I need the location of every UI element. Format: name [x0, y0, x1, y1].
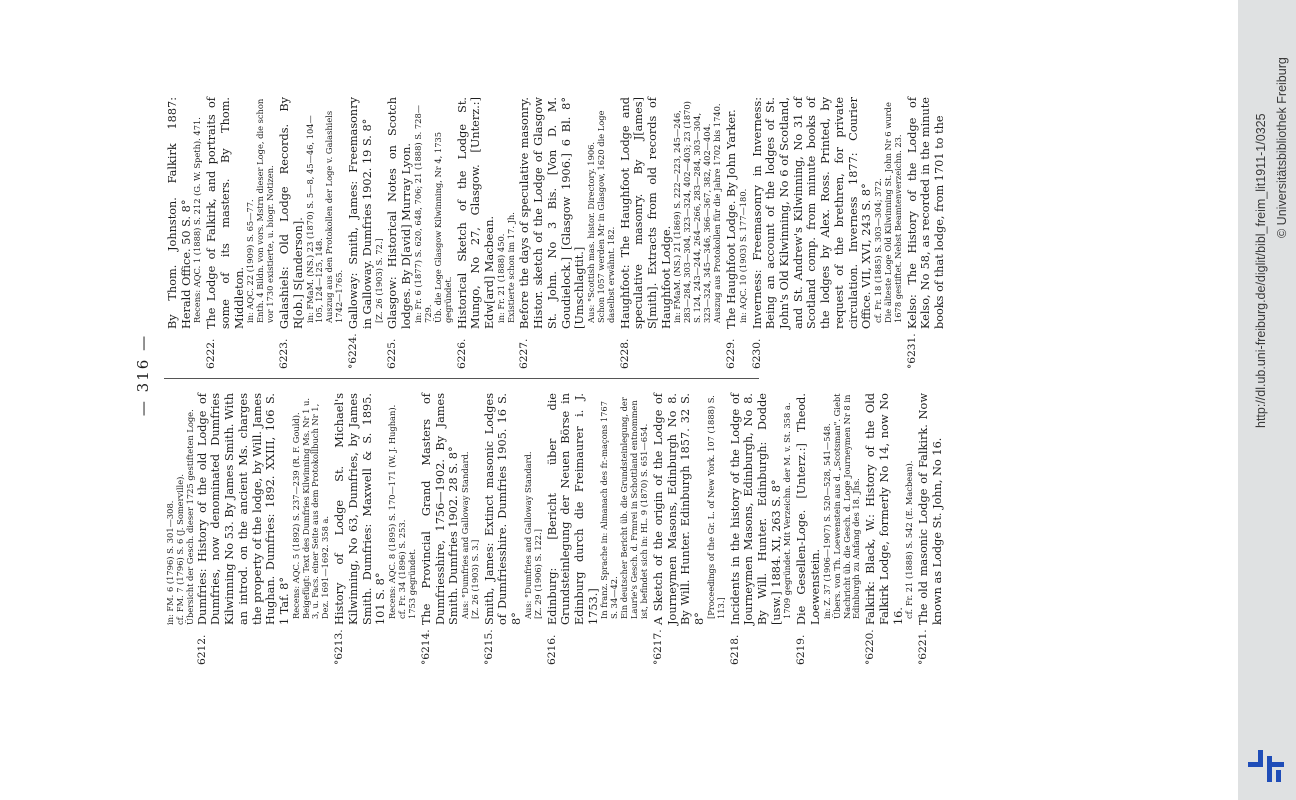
bibliography-entry	[751, 97, 904, 369]
bibliographic-note: in: FM. 6 (1796) S. 301—308.	[165, 500, 175, 625]
bibliography-entry	[347, 97, 384, 369]
bibliography-entry	[333, 393, 418, 665]
entry-note: Schon 1057 werden Mr in Glasgow, 1620 die Loge daselbst erwähnt. 182.	[595, 110, 616, 323]
ub-freiburg-logo-icon	[1246, 748, 1288, 784]
bibliography-entry	[725, 97, 749, 369]
entry-text: A Sketch of the origin of the Lodge of Journeymen Masons, Edinburgh No 8. By Will. Hunter. Edinburgh 1857. 32 S. 8°	[651, 393, 707, 625]
bibliography-entry	[795, 393, 862, 665]
entry-note: [Z. 29 (1906) S. 122.]	[532, 529, 543, 619]
bibliography-entry	[386, 97, 453, 369]
entry-note: in: AQC. 10 (1903) S. 177—180.	[737, 188, 748, 323]
entry-number: 6223.	[278, 338, 291, 369]
entry-note: Recens: AQC. 5 (1892) S. 237—239 (R. F. Gould).	[290, 412, 301, 619]
entry-note: Auszug aus den Protokollen der Loge v. Galashiels 1742—1765.	[324, 110, 345, 323]
entry-text: Galashiels: Old Lodge Records. By R[ob.] S[anderson].	[278, 97, 305, 329]
entry-note: [Proceedings of the Gr. L. of New York. 107 (1888) S. 113.]	[705, 395, 726, 619]
entry-note: Existierte schon im 17. Jh.	[505, 212, 516, 323]
entry-text: Edinburg: [Bericht über die Grundsteinlegung der Neuen Börse in Edinburg durch die Freimaurer i. J. 1753.]	[545, 393, 600, 625]
entry-text: Incidents in the history of the Lodge of Journeymen Masons, Edinburgh, No 8. By Will. Hunter. Edinburgh: Dodde [usw.] 1884. XI, 263 S. 8°	[728, 393, 783, 625]
entry-note: in: AQC. 22 (1909) S. 65—77.	[245, 199, 256, 323]
entry-text: Dumfries: History of the old Lodge of Dumfries, now denominated Dumfries Kilwinning No 53. By James Smith. With an introd. on the ancient Ms. charges the property of the lodge, by Will. James Hughan. Dumfries: 1892. XXIII, 106 S. 1 Taf. 8°	[195, 393, 291, 625]
entry-number: 6216.	[545, 634, 558, 665]
entry-text: Falkirk: Black, W.: History of the Old Falkirk Lodge, formerly No 14, now No 16.	[864, 393, 905, 625]
bibliography-entry	[619, 97, 723, 369]
entry-note: 1709 gegründet. Mit Verzeichn. der M. v. St. 358 a.	[782, 402, 793, 619]
entry-number: °6217.	[651, 629, 664, 665]
entry-number: °6213.	[333, 629, 346, 665]
entry-number: 6228.	[618, 338, 631, 369]
entry-text: The Provincial Grand Masters of Dumfriesshire, 1756—1902. By James Smith. Dumfries 1902. 28 S. 8°	[419, 393, 461, 625]
entry-number: 6226.	[455, 338, 468, 369]
entry-note: cf. Fr. 18 (1885) S. 303—304; 372.	[872, 178, 883, 323]
bibliographic-note: cf. FM. 7 (1796) S. 6 (J. Somerville).	[174, 474, 185, 625]
right-column	[166, 97, 949, 369]
left-column	[166, 393, 947, 665]
entry-number: 6212.	[195, 634, 208, 665]
bibliography-entry	[546, 393, 650, 665]
bibliography-entry	[278, 97, 345, 369]
entry-text: Before the days of speculative masonry. Histor. sketch of the Lodge of Glasgow St. John. No 3 Bis. [Von D. M. Goudielock.] [Glasgow 1906.] 6 Bl. 8° [Umschlagtit.]	[518, 97, 587, 329]
bibliographic-note: Übersicht der Gesch. dieser 1725 gestifteten Loge.	[184, 409, 195, 625]
bibliography-entry	[652, 393, 727, 665]
bibliography-entry	[518, 97, 616, 369]
entry-note: in: FMaM. (NS.) 21 (1869) S. 222—223, 245—246, 283—284, 303—304, 323—324, 402—403; 23 (1870) S. 124, 243—244, 264—266, 283—284, 303—304, 323—324, 345—346, 366—367, 382, 402—404.	[672, 101, 713, 323]
entry-note: Enth. 4 Bildn. von vors. Mstrn dieser Loge, die schon vor 1730 existierte, u. biogr. Notizen.	[255, 98, 276, 323]
entry-note: Die älteste Loge Old Kilwinning St. John Nr 6 wurde 1678 gestiftet. Nebst Beamtenverzeichn. 23.	[882, 102, 903, 323]
source-url[interactable]: http://dl.ub.uni-freiburg.de/diglit/bibl_freim_lit1911-1/0325	[1254, 113, 1268, 428]
entry-note: Üb. die Loge Glasgow Kilwinning, Nr 4, 1735 gegründet.	[432, 131, 453, 323]
bibliography-entry	[917, 393, 944, 665]
entry-text: Die Gesellen-Loge. [Unterz.:] Theod. Loewenstein.	[795, 393, 823, 625]
entry-number: 6227.	[518, 338, 531, 369]
intro-notes	[166, 393, 196, 665]
entry-text: The old masonic Lodge of Falkirk. Now known as Lodge St. John, No 16.	[917, 393, 945, 625]
bibliography-entry	[205, 97, 276, 369]
entry-number: °6214.	[419, 629, 432, 665]
entry-note: cf. Fr. 34 (1896) S. 253.	[396, 519, 407, 619]
entry-number: 6219.	[795, 634, 808, 665]
entry-text: Inverness: Freemasonry in Inverness: Being an account of the lodges of St. John's Old Kilwinning, No 6 of Scotland, and St. Andrew's Kilwinning, No 31 of Scotland comp. from minute books of the lodges by Alex. Ross. Printed, by request of the brethren, for private circulation. Inverness 1877: Courier Office. VII, XVI, 243 S. 8°	[750, 97, 874, 329]
entry-number: 6222.	[205, 338, 218, 369]
entry-text: Kelso: The History of the Lodge of Kelso, No 58, as recorded in the minute books of that lodge, from 1701 to the	[905, 97, 947, 329]
entry-note: [Z. 26 (1903) S. 72.]	[373, 238, 384, 323]
entry-number: °6224.	[347, 333, 360, 369]
entry-text: History of Lodge St. Michael's Kilwinning, No 63, Dumfries, by James Smith. Dumfries: Maxwell & S. 1895. 101 S. 8°	[333, 393, 388, 625]
entry-text: Historical Sketch of the Lodge St. Mungo, No 27, Glasgow. [Unterz.:] Edw[ard] Macbean.	[455, 97, 496, 329]
entry-text: The Haughfoot Lodge. By John Yarker.	[725, 109, 739, 329]
entry-number: 6229.	[725, 338, 738, 369]
entry-note: In franz. Sprache in: Almanach des fr.-maçons 1767 S. 34—42.	[599, 401, 620, 619]
entry-text: The Lodge of Falkirk, and portraits of some of its masters. By Thom. Middleton.	[205, 97, 246, 329]
entry-note: in: Z. 37 (1906—1907) S. 520—528, 541—548.	[821, 423, 832, 619]
entry-text: Galloway: Smith, James: Freemasonry in Galloway. Dumfries 1902. 19 S. 8°	[347, 97, 374, 329]
entry-note: in: FMaM. (NS.) 23 (1870) S. 5—8, 45—46, 104—105, 124—125, 148.	[304, 115, 325, 323]
entry-number: °6220.	[864, 629, 877, 665]
copyright-text: © Universitätsbibliothek Freiburg	[1275, 57, 1289, 238]
bibliography-entry	[729, 393, 794, 665]
entry-note: in: Fr. 21 (1888) 450.	[495, 233, 506, 323]
entry-note: [Z. 26 (1903) S. 3.]	[469, 539, 480, 619]
entry-number: °6231.	[905, 333, 918, 369]
entry-text: Glasgow: Historical Notes on Scotch lodges. By D[avid] Murray Lyon.	[386, 97, 414, 329]
bibliography-entry	[906, 97, 947, 369]
entry-note: 1753 gegründet.	[406, 548, 417, 619]
entry-number: °6221.	[917, 629, 930, 665]
page-number: — 316 —	[134, 333, 152, 417]
entry-note: Aus: °Scottish mas. histor. Directory. 1906.	[585, 141, 596, 323]
bibliography-entry	[864, 393, 915, 665]
entry-note: cf. Fr. 21 (1888) S. 542 (E. Macbean).	[904, 460, 915, 619]
entry-note: Auszug aus Protokollen für die Jahre 1702 bis 1740.	[712, 103, 723, 323]
rotated-page-content	[134, 85, 947, 665]
entry-note: Recens: AQC. 8 (1895) S. 170—171 (W. J. Hughan).	[387, 404, 398, 619]
entry-number: °6215.	[482, 629, 495, 665]
bibliography-entry	[166, 97, 203, 369]
entry-note: Übers. von Th. Loewenstein aus d. „Scotsman". Giebt Nachricht üb. die Gesch. d. Loge Journeymen Nr 8 in Edinburgh zu Anfang des 18. Jhs.	[831, 393, 862, 619]
entry-note: in: Fr. 6 (1877) S. 620, 648, 706; 21 (1888) S. 728—729.	[412, 104, 433, 323]
entry-number: 6218.	[728, 634, 741, 665]
column-divider	[164, 378, 759, 379]
entry-text: Smith, James: Extinct masonic Lodges of Dumfriesshire. Dumfries 1905. 16 S. 8°	[482, 393, 524, 625]
entry-note: Ein deutscher Bericht üb. die Grundsteinlegung, der Laurie's Gesch. d. Frmrei in Schottland entnommen ist, befindet sich in: HL. 9 (1870) S. 651—654.	[619, 397, 650, 619]
bibliography-entry	[483, 393, 544, 665]
entry-text: By Thom. Johnston. Falkirk 1887: Herald Office. 50 S. 8°	[166, 97, 193, 329]
entry-text: Haughfoot: The Haughfoot Lodge and speculative masonry. By J[ames] S[mith]. Extracts from old records of Haughfoot Lodge.	[618, 97, 673, 329]
entry-note: Aus: °Dumfries and Galloway Standard.	[522, 451, 533, 619]
entry-note: Beigefügt: Text des Dumfries Kilwinning Ms. Nr 1 u. 3, u. Facs. einer Seite aus dem Protokollbuch Nr 1, Dez. 1691—1692. 358 a.	[300, 398, 331, 619]
entry-note: Aus: °Dumfries and Galloway Standard.	[459, 451, 470, 619]
bibliography-entry	[456, 97, 517, 369]
entry-number: 6225.	[386, 338, 399, 369]
bibliography-entry	[196, 393, 332, 665]
bibliography-entry	[420, 393, 481, 665]
entry-number: 6230.	[750, 338, 763, 369]
entry-note: Recens: AQC. 1 (1888) S. 212 (G. W. Speth). 471.	[192, 117, 203, 323]
